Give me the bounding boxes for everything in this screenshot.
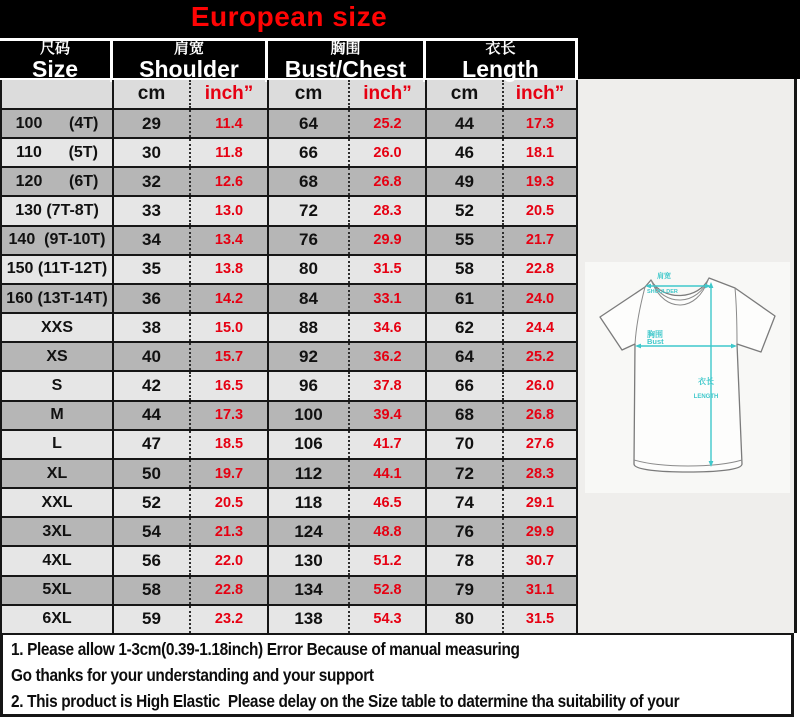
length-label-zh: 衣长	[698, 377, 714, 386]
bust-inch-cell: 25.2	[348, 110, 425, 137]
shoulder-cm-cell: 33	[112, 197, 189, 224]
shoulder-inch-cell: 15.0	[189, 314, 267, 341]
size-label-cell: XXL	[41, 493, 73, 511]
length-inch-unit: inch”	[502, 80, 576, 108]
size-table	[0, 38, 578, 633]
length-cm-cell: 58	[425, 256, 502, 283]
bust-cm-cell: 138	[267, 606, 348, 633]
header-size	[0, 41, 110, 82]
length-inch-cell: 19.3	[502, 168, 576, 195]
bust-inch-cell: 26.8	[348, 168, 425, 195]
table-row	[2, 225, 576, 254]
bust-cm-cell: 106	[267, 431, 348, 458]
length-inch-cell: 28.3	[502, 460, 576, 487]
bust-cm-cell: 124	[267, 518, 348, 545]
shoulder-cm-cell: 50	[112, 460, 189, 487]
measurement-panel	[578, 79, 797, 633]
bust-cm-cell: 92	[267, 343, 348, 370]
header-bust-zh: 胸围	[330, 40, 361, 57]
bust-inch-cell: 37.8	[348, 372, 425, 399]
length-cm-cell: 61	[425, 285, 502, 312]
length-cm-cell: 79	[425, 577, 502, 604]
bust-cm-cell: 118	[267, 489, 348, 516]
bust-cm-cell: 80	[267, 256, 348, 283]
bust-cm-cell: 64	[267, 110, 348, 137]
shoulder-cm-cell: 36	[112, 285, 189, 312]
length-cm-cell: 46	[425, 139, 502, 166]
table-row	[2, 370, 576, 399]
bust-inch-cell: 33.1	[348, 285, 425, 312]
bust-inch-cell: 29.9	[348, 227, 425, 254]
bust-cm-cell: 134	[267, 577, 348, 604]
length-inch-cell: 30.7	[502, 547, 576, 574]
shoulder-inch-cell: 22.0	[189, 547, 267, 574]
length-inch-cell: 27.6	[502, 431, 576, 458]
table-row	[2, 400, 576, 429]
size-label-cell: 4XL	[42, 552, 72, 570]
length-cm-cell: 55	[425, 227, 502, 254]
shoulder-cm-cell: 44	[112, 402, 189, 429]
note-line-2: Go thanks for your understanding and your support	[11, 665, 374, 685]
shoulder-cm-cell: 35	[112, 256, 189, 283]
table-row	[2, 575, 576, 604]
bust-inch-cell: 54.3	[348, 606, 425, 633]
table-row	[2, 487, 576, 516]
bust-inch-cell: 48.8	[348, 518, 425, 545]
shoulder-cm-cell: 29	[112, 110, 189, 137]
length-inch-cell: 18.1	[502, 139, 576, 166]
length-inch-cell: 21.7	[502, 227, 576, 254]
shoulder-cm-cell: 52	[112, 489, 189, 516]
length-cm-cell: 72	[425, 460, 502, 487]
length-cm-cell: 76	[425, 518, 502, 545]
length-inch-cell: 24.4	[502, 314, 576, 341]
size-label-cell: L	[52, 435, 62, 453]
size-table-units-row	[0, 80, 578, 108]
table-row	[2, 545, 576, 574]
length-cm-cell: 66	[425, 372, 502, 399]
bust-cm-cell: 72	[267, 197, 348, 224]
shoulder-inch-cell: 19.7	[189, 460, 267, 487]
table-row	[2, 312, 576, 341]
tshirt-illustration-svg	[585, 262, 790, 493]
size-label-cell: S	[51, 377, 63, 395]
size-label-cell: 140 (9T-10T)	[8, 231, 106, 249]
header-size-zh: 尺码	[39, 40, 70, 57]
shoulder-inch-cell: 13.4	[189, 227, 267, 254]
shoulder-cm-cell: 34	[112, 227, 189, 254]
shoulder-inch-cell: 22.8	[189, 577, 267, 604]
bust-cm-cell: 112	[267, 460, 348, 487]
length-label-en: LENGTH	[693, 394, 719, 400]
shoulder-inch-cell: 11.4	[189, 110, 267, 137]
bust-cm-cell: 66	[267, 139, 348, 166]
header-size-en: Size	[31, 56, 79, 83]
size-label-cell: 120 (6T)	[15, 172, 99, 190]
table-row	[2, 458, 576, 487]
length-cm-cell: 74	[425, 489, 502, 516]
bust-inch-cell: 26.0	[348, 139, 425, 166]
bust-inch-cell: 41.7	[348, 431, 425, 458]
shoulder-cm-cell: 42	[112, 372, 189, 399]
length-inch-cell: 20.5	[502, 197, 576, 224]
header-bust	[265, 41, 423, 82]
shoulder-cm-cell: 32	[112, 168, 189, 195]
shoulder-label-en: SHOULDER	[647, 289, 678, 295]
bust-inch-cell: 31.5	[348, 256, 425, 283]
shoulder-inch-cell: 13.0	[189, 197, 267, 224]
size-label-cell: 110 (5T)	[16, 143, 98, 161]
table-row	[2, 604, 576, 633]
length-cm-cell: 70	[425, 431, 502, 458]
length-cm-cell: 78	[425, 547, 502, 574]
bust-cm-cell: 88	[267, 314, 348, 341]
length-inch-cell: 31.1	[502, 577, 576, 604]
length-cm-cell: 44	[425, 110, 502, 137]
notes-section	[0, 633, 794, 717]
bust-inch-cell: 28.3	[348, 197, 425, 224]
header-length-en: Length	[462, 56, 539, 83]
length-cm-unit: cm	[425, 80, 502, 108]
bust-inch-cell: 46.5	[348, 489, 425, 516]
shoulder-inch-cell: 13.8	[189, 256, 267, 283]
table-row	[2, 429, 576, 458]
table-row	[2, 516, 576, 545]
length-cm-cell: 68	[425, 402, 502, 429]
bust-cm-cell: 100	[267, 402, 348, 429]
bust-inch-unit: inch”	[348, 80, 425, 108]
shoulder-inch-cell: 14.2	[189, 285, 267, 312]
shoulder-cm-cell: 54	[112, 518, 189, 545]
size-label-cell: 5XL	[42, 581, 72, 599]
table-row	[2, 108, 576, 137]
length-inch-cell: 25.2	[502, 343, 576, 370]
tshirt-diagram	[585, 262, 790, 493]
units-size-spacer	[2, 80, 112, 108]
size-label-cell: 100 (4T)	[15, 114, 99, 132]
length-inch-cell: 29.9	[502, 518, 576, 545]
note-line-1: 1. Please allow 1-3cm(0.39-1.18inch) Error Because of manual measuring	[11, 639, 520, 659]
size-label-cell: XXS	[40, 318, 73, 336]
shoulder-cm-unit: cm	[112, 80, 189, 108]
length-inch-cell: 26.8	[502, 402, 576, 429]
header-shoulder	[110, 41, 265, 82]
bust-cm-cell: 76	[267, 227, 348, 254]
shoulder-label-zh: 肩宽	[657, 273, 671, 280]
size-label-cell: M	[50, 406, 64, 424]
size-label-cell: 150 (11T-12T)	[6, 260, 108, 278]
size-table-body	[0, 108, 578, 633]
shoulder-inch-cell: 15.7	[189, 343, 267, 370]
length-inch-cell: 22.8	[502, 256, 576, 283]
shoulder-cm-cell: 58	[112, 577, 189, 604]
bust-cm-cell: 68	[267, 168, 348, 195]
bust-inch-cell: 51.2	[348, 547, 425, 574]
header-length	[423, 41, 575, 82]
shoulder-cm-cell: 40	[112, 343, 189, 370]
bust-label-zh: 胸围	[647, 330, 663, 339]
header-shoulder-en: Shoulder	[139, 56, 239, 83]
shoulder-inch-unit: inch”	[189, 80, 267, 108]
shoulder-inch-cell: 11.8	[189, 139, 267, 166]
size-label-cell: 6XL	[42, 610, 72, 628]
shoulder-inch-cell: 17.3	[189, 402, 267, 429]
bust-inch-cell: 34.6	[348, 314, 425, 341]
header-length-zh: 衣长	[485, 40, 516, 57]
note-line-3: 2. This product is High Elastic Please delay on the Size table to datermine tha suitability of your	[11, 691, 680, 711]
table-row	[2, 137, 576, 166]
bust-inch-cell: 44.1	[348, 460, 425, 487]
length-cm-cell: 49	[425, 168, 502, 195]
bust-cm-cell: 84	[267, 285, 348, 312]
shoulder-cm-cell: 56	[112, 547, 189, 574]
bust-inch-cell: 52.8	[348, 577, 425, 604]
size-label-cell: XL	[46, 464, 68, 482]
shoulder-inch-cell: 20.5	[189, 489, 267, 516]
shoulder-inch-cell: 21.3	[189, 518, 267, 545]
length-cm-cell: 64	[425, 343, 502, 370]
table-row	[2, 195, 576, 224]
bust-cm-cell: 130	[267, 547, 348, 574]
header-bust-en: Bust/Chest	[284, 56, 407, 83]
length-cm-cell: 62	[425, 314, 502, 341]
shoulder-inch-cell: 12.6	[189, 168, 267, 195]
size-table-header	[0, 38, 578, 83]
shoulder-inch-cell: 16.5	[189, 372, 267, 399]
shoulder-cm-cell: 47	[112, 431, 189, 458]
bust-inch-cell: 36.2	[348, 343, 425, 370]
bust-inch-cell: 39.4	[348, 402, 425, 429]
size-label-cell: 130 (7T-8T)	[15, 202, 99, 220]
shoulder-cm-cell: 59	[112, 606, 189, 633]
shoulder-inch-cell: 18.5	[189, 431, 267, 458]
length-cm-cell: 80	[425, 606, 502, 633]
length-inch-cell: 24.0	[502, 285, 576, 312]
bust-cm-unit: cm	[267, 80, 348, 108]
bust-cm-cell: 96	[267, 372, 348, 399]
shoulder-cm-cell: 30	[112, 139, 189, 166]
shoulder-inch-cell: 23.2	[189, 606, 267, 633]
size-label-cell: 160 (13T-14T)	[6, 289, 108, 307]
tshirt-outline	[600, 278, 775, 472]
table-row	[2, 283, 576, 312]
table-row	[2, 341, 576, 370]
length-cm-cell: 52	[425, 197, 502, 224]
page-title: European size	[190, 1, 388, 32]
length-inch-cell: 26.0	[502, 372, 576, 399]
shoulder-cm-cell: 38	[112, 314, 189, 341]
size-label-cell: XS	[46, 347, 68, 365]
bust-label-en: Bust	[647, 337, 664, 346]
length-inch-cell: 31.5	[502, 606, 576, 633]
table-row	[2, 166, 576, 195]
length-inch-cell: 29.1	[502, 489, 576, 516]
size-label-cell: 3XL	[42, 522, 72, 540]
table-row	[2, 254, 576, 283]
header-shoulder-zh: 肩宽	[173, 40, 204, 57]
length-inch-cell: 17.3	[502, 110, 576, 137]
